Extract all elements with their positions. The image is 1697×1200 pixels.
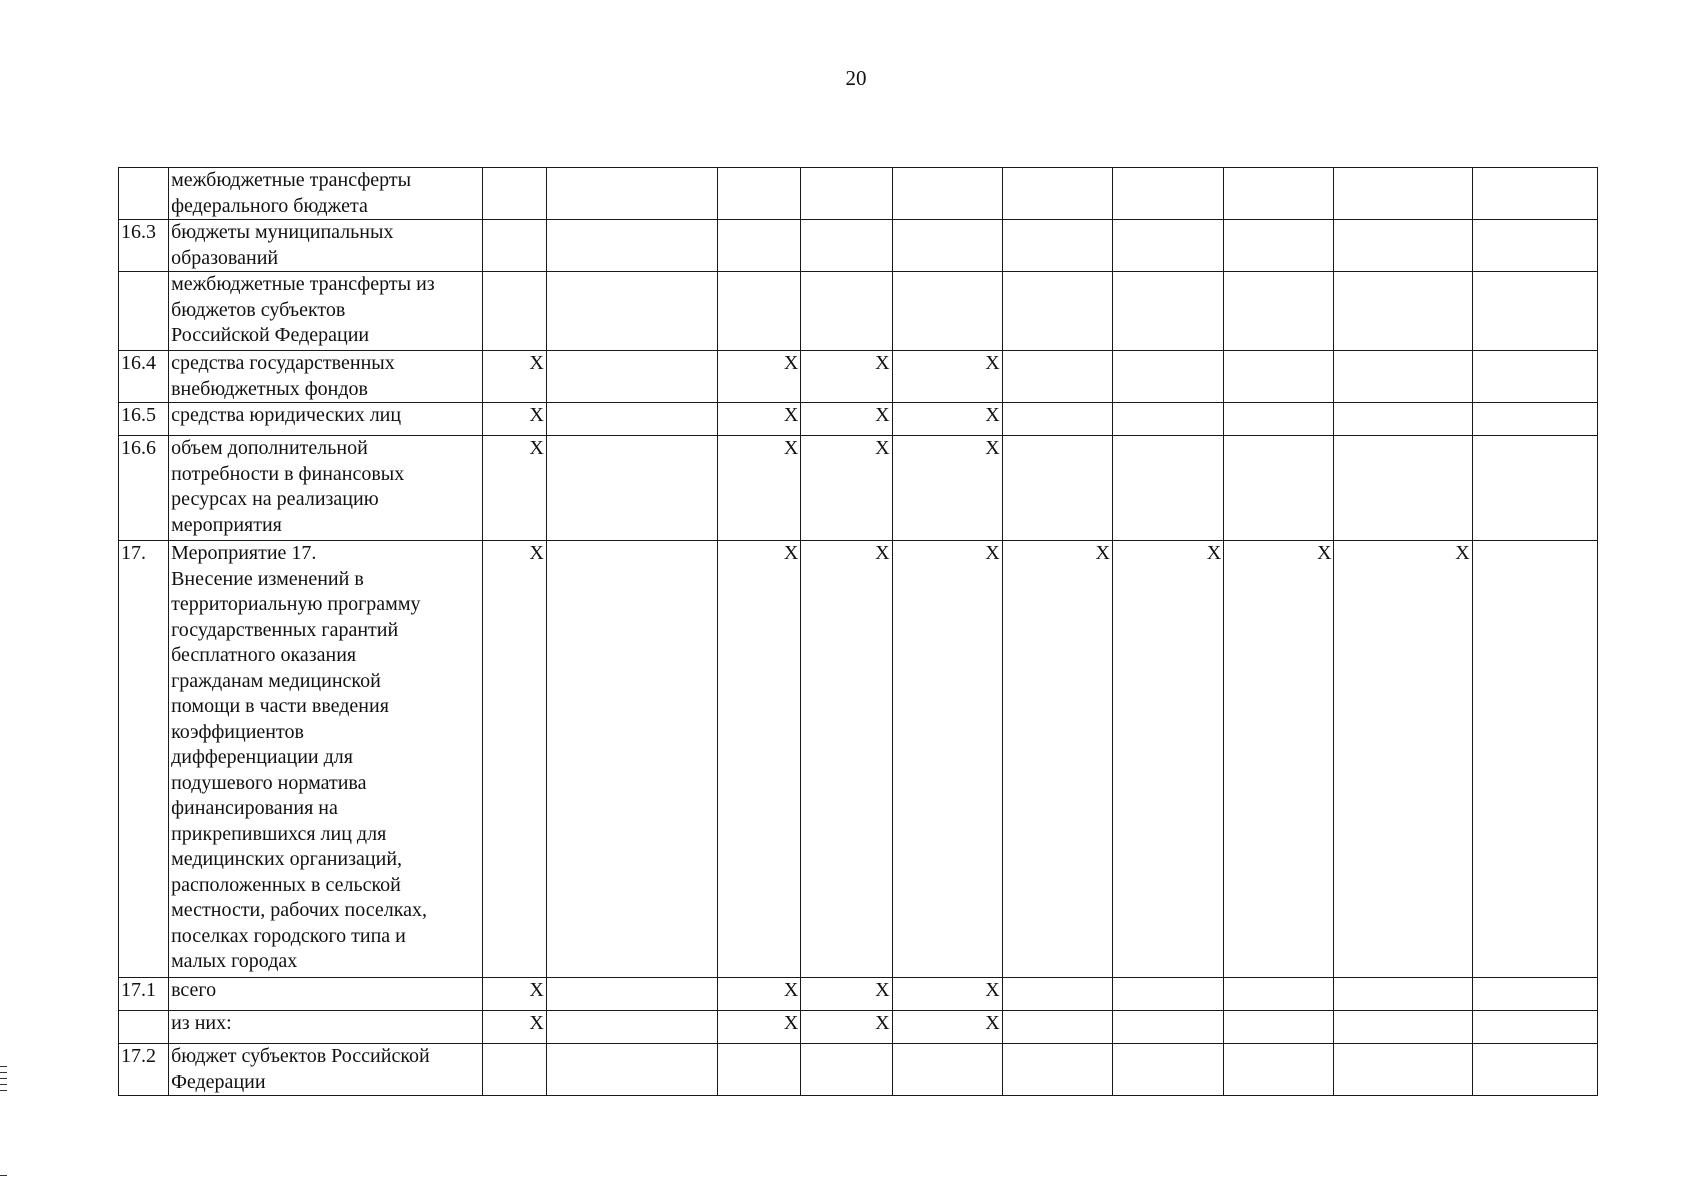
table-cell: X (892, 403, 1002, 436)
description-line: поселках городского типа и (171, 924, 406, 947)
table-cell (1334, 436, 1472, 541)
table-cell (1112, 403, 1223, 436)
row-number: 16.5 (119, 403, 169, 436)
table-cell (1112, 978, 1223, 1011)
table-cell (1002, 1044, 1112, 1096)
table-cell (1472, 1011, 1597, 1044)
table-cell: X (482, 1011, 546, 1044)
description-line: подушевого норматива (171, 771, 367, 794)
table-row (119, 220, 1598, 272)
description-line: из них: (171, 1012, 232, 1034)
table-cell (1472, 220, 1597, 272)
row-description (169, 168, 483, 220)
table-cell (546, 403, 717, 436)
table-cell: X (801, 978, 892, 1011)
description-line: всего (171, 979, 217, 1001)
table-cell (1472, 1044, 1597, 1096)
table-cell (546, 1011, 717, 1044)
row-number: 16.6 (119, 436, 169, 541)
table-cell: X (801, 403, 892, 436)
table-cell (1002, 220, 1112, 272)
table-cell (1224, 1011, 1334, 1044)
table-row (119, 272, 1598, 351)
description-line: финансирования на (171, 797, 338, 819)
table-row (119, 351, 1598, 403)
table-cell (1002, 272, 1112, 351)
margin-mark (0, 1090, 7, 1091)
table-cell (1002, 436, 1112, 541)
table-cell (1002, 1011, 1112, 1044)
table-cell (1224, 1044, 1334, 1096)
description-line: внебюджетных фондов (171, 377, 368, 400)
row-description (169, 272, 483, 351)
table-row (119, 403, 1598, 436)
description-line: расположенных в сельской (171, 873, 401, 896)
description-line: межбюджетные трансферты (171, 169, 412, 191)
table-cell (1334, 168, 1472, 220)
row-number (119, 168, 169, 220)
table-row (119, 1044, 1598, 1096)
description-line: бюджеты муниципальных (171, 221, 394, 243)
margin-mark (0, 1084, 7, 1085)
table-cell: X (718, 351, 801, 403)
table-cell (1224, 351, 1334, 403)
description-line: коэффициентов (171, 720, 304, 743)
margin-mark (0, 1072, 7, 1073)
row-number: 17. (119, 541, 169, 978)
table-cell: X (482, 541, 546, 978)
table-cell (1334, 403, 1472, 436)
row-number: 17.1 (119, 978, 169, 1011)
description-line: бесплатного оказания (171, 644, 357, 666)
table-cell: X (801, 351, 892, 403)
description-line: Мероприятие 17. (171, 542, 317, 564)
table-cell (1224, 978, 1334, 1011)
table-cell (1112, 272, 1223, 351)
table-cell (1224, 403, 1334, 436)
table-cell: X (718, 436, 801, 541)
page-number: 20 (845, 66, 867, 90)
description-line: потребности в финансовых (171, 462, 405, 485)
table-cell (482, 168, 546, 220)
table-cell: X (892, 541, 1002, 978)
table-cell (801, 220, 892, 272)
table-cell (1002, 351, 1112, 403)
table-cell (718, 272, 801, 351)
description-line: Российской Федерации (171, 324, 370, 346)
table-cell (1002, 168, 1112, 220)
table-cell (1334, 1044, 1472, 1096)
table-cell (1472, 403, 1597, 436)
description-line: малых городах (171, 950, 298, 972)
description-line: гражданам медицинской (171, 669, 381, 692)
description-line: объем дополнительной (171, 437, 368, 459)
table-cell (1472, 541, 1597, 978)
table-cell (1112, 168, 1223, 220)
description-line: средства государственных (171, 352, 395, 374)
table-cell (546, 272, 717, 351)
table-cell: X (892, 436, 1002, 541)
table-cell: X (801, 541, 892, 978)
table-cell: X (892, 978, 1002, 1011)
description-line: прикрепившихся лиц для (171, 822, 387, 845)
table-cell (482, 272, 546, 351)
table-cell: X (892, 1011, 1002, 1044)
table-cell (482, 220, 546, 272)
table-cell (546, 978, 717, 1011)
table-cell: X (718, 978, 801, 1011)
table-cell: X (1002, 541, 1112, 978)
table-cell (1334, 220, 1472, 272)
margin-mark (0, 1066, 7, 1067)
table-cell (1334, 272, 1472, 351)
description-line: помощи в части введения (171, 695, 389, 717)
description-line: дифференциации для (171, 746, 353, 768)
description-line: бюджетов субъектов (171, 298, 346, 321)
row-number (119, 1011, 169, 1044)
table-cell: X (482, 351, 546, 403)
table-cell (892, 1044, 1002, 1096)
table-cell: X (718, 541, 801, 978)
description-line: государственных гарантий (171, 618, 399, 641)
table-cell (801, 272, 892, 351)
table-cell (1112, 436, 1223, 541)
table-cell: X (892, 351, 1002, 403)
table-cell (1224, 272, 1334, 351)
row-description (169, 1044, 483, 1096)
table-cell: X (1224, 541, 1334, 978)
table-cell (546, 220, 717, 272)
table-cell (1112, 351, 1223, 403)
row-description (169, 978, 483, 1011)
table-cell (1112, 1044, 1223, 1096)
row-description (169, 220, 483, 272)
table-cell (1224, 436, 1334, 541)
table-cell: X (801, 1011, 892, 1044)
table-cell: X (718, 403, 801, 436)
table-cell: X (1334, 541, 1472, 978)
table-cell (1472, 272, 1597, 351)
row-description (169, 351, 483, 403)
table-cell (546, 168, 717, 220)
description-line: федерального бюджета (171, 194, 368, 217)
description-line: местности, рабочих поселках, (171, 899, 428, 921)
table-cell (1472, 168, 1597, 220)
table-cell: X (482, 436, 546, 541)
table-cell (1472, 978, 1597, 1011)
table-cell (1224, 168, 1334, 220)
table-cell (892, 220, 1002, 272)
table-cell: X (1112, 541, 1223, 978)
table-cell (1002, 978, 1112, 1011)
table-cell (892, 168, 1002, 220)
table-row (119, 1011, 1598, 1044)
description-line: Федерации (171, 1070, 266, 1093)
table-row (119, 436, 1598, 541)
row-number (119, 272, 169, 351)
budget-table (118, 167, 1598, 1096)
description-line: Внесение изменений в (171, 567, 364, 590)
table-cell (718, 220, 801, 272)
row-description (169, 1011, 483, 1044)
table-cell (546, 351, 717, 403)
description-line: образований (171, 246, 279, 269)
margin-mark (0, 1078, 7, 1079)
table-row (119, 168, 1598, 220)
description-line: мероприятия (171, 513, 282, 536)
table-cell (1002, 403, 1112, 436)
table-row (119, 978, 1598, 1011)
table-cell (1472, 351, 1597, 403)
table-cell (1112, 1011, 1223, 1044)
description-line: ресурсах на реализацию (171, 488, 379, 510)
row-description (169, 403, 483, 436)
row-number: 16.3 (119, 220, 169, 272)
table-cell: X (801, 436, 892, 541)
table-cell (546, 541, 717, 978)
table-cell (801, 1044, 892, 1096)
table-cell (718, 1044, 801, 1096)
table-cell (1224, 220, 1334, 272)
table-cell (546, 436, 717, 541)
table-cell (1472, 436, 1597, 541)
table-cell (546, 1044, 717, 1096)
table-cell (1334, 351, 1472, 403)
table-cell (1334, 978, 1472, 1011)
description-line: бюджет субъектов Российской (171, 1045, 430, 1067)
table-cell (1112, 220, 1223, 272)
row-description (169, 436, 483, 541)
table-cell: X (718, 1011, 801, 1044)
table-cell: X (482, 403, 546, 436)
table-row (119, 541, 1598, 978)
description-line: межбюджетные трансферты из (171, 273, 435, 295)
row-number: 16.4 (119, 351, 169, 403)
table-cell (482, 1044, 546, 1096)
description-line: медицинских организаций, (171, 848, 403, 870)
table-cell (718, 168, 801, 220)
table-cell (892, 272, 1002, 351)
table-cell (1334, 1011, 1472, 1044)
row-number: 17.2 (119, 1044, 169, 1096)
description-line: территориальную программу (171, 593, 421, 615)
margin-mark (0, 1175, 7, 1176)
row-description (169, 541, 483, 978)
table-cell: X (482, 978, 546, 1011)
description-line: средства юридических лиц (171, 404, 402, 426)
table-cell (801, 168, 892, 220)
